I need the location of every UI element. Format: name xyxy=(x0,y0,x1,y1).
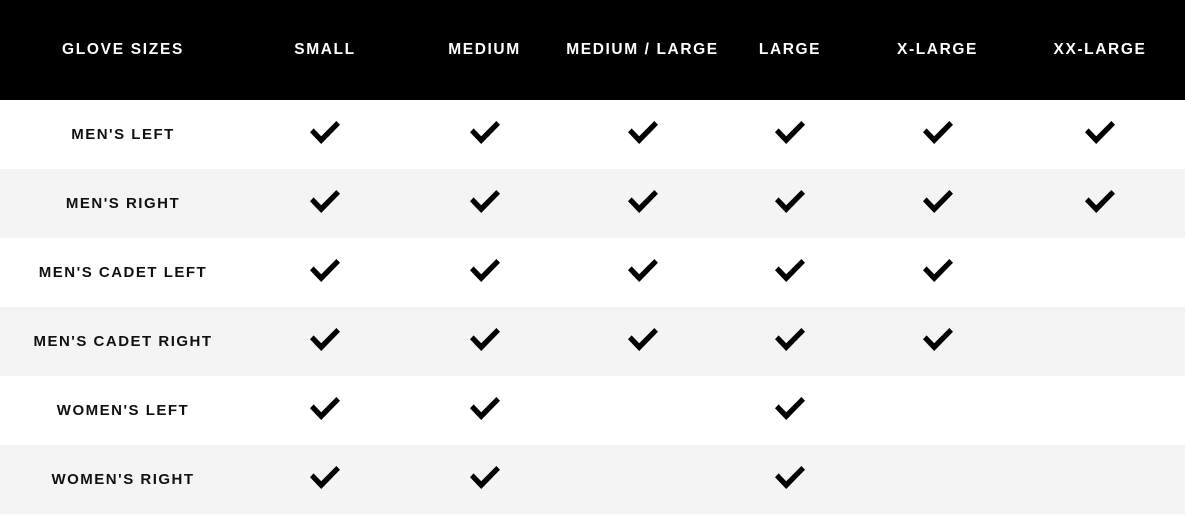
cell-available xyxy=(246,445,404,514)
checkmark-icon xyxy=(468,119,502,145)
checkmark-icon xyxy=(773,464,807,490)
table-header xyxy=(0,0,1185,100)
cell-available xyxy=(860,169,1015,238)
checkmark-icon xyxy=(308,257,342,283)
header-x-large: X-LARGE xyxy=(860,0,1015,100)
table-row xyxy=(0,100,1185,169)
row-label: MEN'S CADET RIGHT xyxy=(33,333,213,350)
cell-available xyxy=(720,307,860,376)
cell-available xyxy=(246,238,404,307)
checkmark-icon xyxy=(308,464,342,490)
cell-unavailable xyxy=(565,445,720,514)
cell-available xyxy=(404,376,565,445)
empty-cell xyxy=(1083,395,1117,421)
table-row xyxy=(0,376,1185,445)
checkmark-icon xyxy=(308,326,342,352)
checkmark-icon xyxy=(468,188,502,214)
checkmark-icon xyxy=(1083,188,1117,214)
empty-cell xyxy=(1083,464,1117,490)
header-medium: MEDIUM xyxy=(404,0,565,100)
cell-available xyxy=(720,100,860,169)
cell-available xyxy=(720,169,860,238)
cell-unavailable xyxy=(1015,307,1185,376)
table-row xyxy=(0,238,1185,307)
empty-cell xyxy=(626,464,660,490)
table-row xyxy=(0,445,1185,514)
cell-unavailable xyxy=(1015,376,1185,445)
checkmark-icon xyxy=(308,119,342,145)
table-row xyxy=(0,307,1185,376)
checkmark-icon xyxy=(468,395,502,421)
checkmark-icon xyxy=(308,188,342,214)
cell-available xyxy=(720,376,860,445)
row-label: WOMEN'S RIGHT xyxy=(51,471,195,488)
checkmark-icon xyxy=(773,395,807,421)
checkmark-icon xyxy=(921,257,955,283)
cell-available xyxy=(565,307,720,376)
row-label: MEN'S LEFT xyxy=(71,126,175,143)
empty-cell xyxy=(626,395,660,421)
checkmark-icon xyxy=(773,119,807,145)
header-large: LARGE xyxy=(720,0,860,100)
checkmark-icon xyxy=(921,119,955,145)
header-row xyxy=(0,0,1185,100)
cell-available xyxy=(246,307,404,376)
cell-unavailable xyxy=(1015,238,1185,307)
cell-available xyxy=(404,238,565,307)
cell-available xyxy=(860,100,1015,169)
checkmark-icon xyxy=(1083,119,1117,145)
cell-available xyxy=(860,238,1015,307)
checkmark-icon xyxy=(626,257,660,283)
cell-unavailable xyxy=(565,376,720,445)
header-xx-large: XX-LARGE xyxy=(1015,0,1185,100)
checkmark-icon xyxy=(921,188,955,214)
empty-cell xyxy=(1083,257,1117,283)
cell-available xyxy=(1015,169,1185,238)
cell-available xyxy=(565,169,720,238)
row-label: MEN'S CADET LEFT xyxy=(38,264,208,281)
checkmark-icon xyxy=(626,119,660,145)
checkmark-icon xyxy=(773,188,807,214)
empty-cell xyxy=(1083,326,1117,352)
table-body xyxy=(0,100,1185,514)
cell-available xyxy=(404,169,565,238)
cell-unavailable xyxy=(860,445,1015,514)
cell-available xyxy=(246,100,404,169)
checkmark-icon xyxy=(921,326,955,352)
cell-unavailable xyxy=(860,376,1015,445)
checkmark-icon xyxy=(468,464,502,490)
checkmark-icon xyxy=(468,326,502,352)
empty-cell xyxy=(921,464,955,490)
checkmark-icon xyxy=(626,326,660,352)
checkmark-icon xyxy=(468,257,502,283)
header-glove-sizes: GLOVE SIZES xyxy=(0,0,246,100)
cell-available xyxy=(404,445,565,514)
cell-available xyxy=(720,238,860,307)
cell-available xyxy=(565,238,720,307)
cell-available xyxy=(1015,100,1185,169)
cell-available xyxy=(246,169,404,238)
cell-available xyxy=(860,307,1015,376)
checkmark-icon xyxy=(626,188,660,214)
cell-available xyxy=(720,445,860,514)
table-row xyxy=(0,169,1185,238)
checkmark-icon xyxy=(773,326,807,352)
cell-available xyxy=(404,307,565,376)
checkmark-icon xyxy=(308,395,342,421)
checkmark-icon xyxy=(773,257,807,283)
row-label: MEN'S RIGHT xyxy=(65,195,181,212)
cell-available xyxy=(565,100,720,169)
cell-available xyxy=(404,100,565,169)
row-label: WOMEN'S LEFT xyxy=(56,402,190,419)
header-medium-large: MEDIUM / LARGE xyxy=(565,0,720,100)
header-small: SMALL xyxy=(246,0,404,100)
empty-cell xyxy=(921,395,955,421)
cell-available xyxy=(246,376,404,445)
cell-unavailable xyxy=(1015,445,1185,514)
